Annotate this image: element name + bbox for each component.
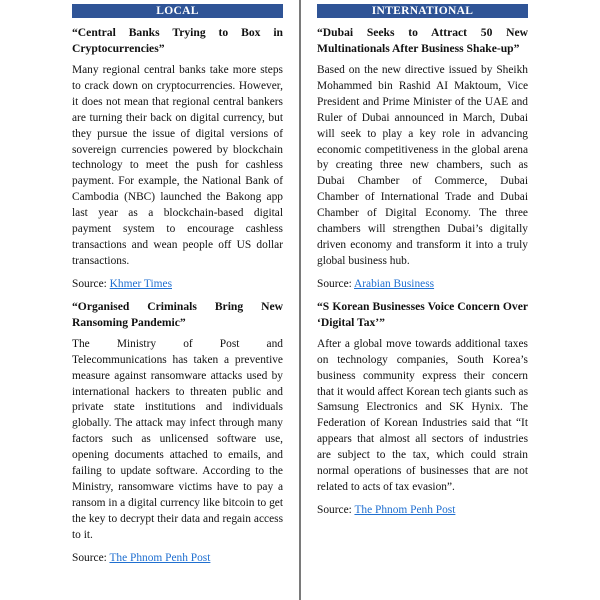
- article-title: “S Korean Businesses Voice Concern Over ‘Digital Tax’”: [317, 299, 528, 329]
- article-body: After a global move towards additional taxes on technology companies, South Korea’s business community express their concern that it would affect Korean tech giants such as Samsung Electronics and SK Hynix. The Federation of Korean Industries said that “It appears that almost all sectors of industries are subject to the tax, which could strain normal operations of businesses that are not related to acts of tax evasion”.: [317, 337, 528, 493]
- source-link[interactable]: The Phnom Penh Post: [109, 551, 211, 564]
- international-column: [317, 4, 528, 518]
- article-body: The Ministry of Post and Telecommunications has taken a preventive measure against ransomware attacks used by international hackers to threaten public and private state institutions and individuals globally. The attack may infect through many factors such as unlicensed software use, opening documents attached to emails, and failing to update software. According to the Ministry, ransomware victims have to pay a ransom in a digital currency like bitcoin to get the key to decrypt their data and regain access to it.: [72, 337, 283, 541]
- article-body: Many regional central banks take more steps to crack down on cryptocurrencies. However, it does not mean that regional central bankers are turning their back on digital currency, but they pursue the issue of digital versions of sovereign currencies powered by blockchain technology to meet the push for cashless payment. For example, the National Bank of Cambodia (NBC) launched the Bakong app last year as a blockchain-based digital payment system to encourage cashless transactions and wean people off US dollar transactions.: [72, 64, 283, 267]
- source-link[interactable]: Arabian Business: [354, 277, 435, 290]
- local-column: [72, 4, 283, 566]
- source-label: Source:: [72, 551, 107, 564]
- source-link[interactable]: The Phnom Penh Post: [354, 503, 456, 516]
- article-source: [72, 276, 283, 292]
- local-header: LOCAL: [72, 4, 283, 18]
- article-title: “Organised Criminals Bring New Ransoming Pandemic”: [72, 299, 283, 329]
- source-link[interactable]: Khmer Times: [109, 277, 172, 290]
- article-body: Based on the new directive issued by Sheikh Mohammed bin Rashid AI Maktoum, Vice President and Prime Minister of the UAE and Ruler of Dubai announced in March, Dubai will seek to play a key role in advancing economic competitiveness in the global arena by creating three new chambers, such as Dubai Chamber of Commerce, Dubai Chamber of International Trade and Dubai Chamber of Digital Economy. The three chambers will strengthen Dubai’s digitally driven economy and transform it into a truly global business hub.: [317, 64, 528, 267]
- source-label: Source:: [72, 277, 107, 290]
- international-header: INTERNATIONAL: [317, 4, 528, 18]
- article-title: “Dubai Seeks to Attract 50 New Multinationals After Business Shake-up”: [317, 26, 528, 55]
- article-title: “Central Banks Trying to Box in Cryptocurrencies”: [72, 26, 283, 55]
- article-source: [72, 550, 283, 566]
- article-source: [317, 502, 528, 518]
- article-source: [317, 276, 528, 292]
- column-divider: [299, 0, 301, 600]
- source-label: Source:: [317, 277, 352, 290]
- source-label: Source:: [317, 503, 352, 516]
